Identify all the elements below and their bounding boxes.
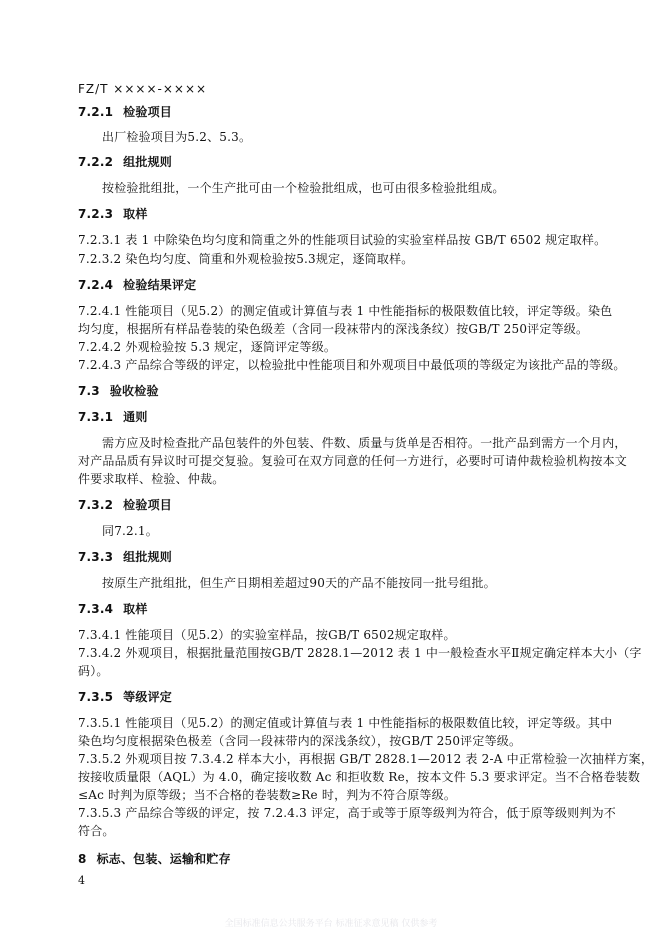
section-heading: 7.2.2 组批规则 [78, 155, 172, 169]
clause-line: 7.2.3.1 表 1 中除染色均匀度和筒重之外的性能项目试验的实验室样品按 GB/T 6502 规定取样。 [78, 233, 607, 247]
section-heading: 8 标志、包装、运输和贮存 [78, 852, 231, 866]
clause-line: 7.2.3.2 染色均匀度、筒重和外观检验按5.3规定，逐筒取样。 [78, 252, 414, 266]
paragraph: 按原生产批组批，但生产日期相差超过90天的产品不能按同一批号组批。 [102, 576, 496, 590]
clause-line: 染色均匀度根据染色极差（含同一段袜带内的深浅条纹），按GB/T 250评定等级。 [78, 734, 522, 748]
clause-line: 均匀度，根据所有样品卷装的染色级差（含同一段袜带内的深浅条纹）按GB/T 250评定等级。 [78, 322, 589, 336]
paragraph: 出厂检验项目为5.2、5.3。 [102, 130, 252, 144]
clause-line: 7.2.4.1 性能项目（见5.2）的测定值或计算值与表 1 中性能指标的极限数值比较，评定等级。染色 [78, 304, 613, 318]
clause-line: 码）。 [78, 664, 109, 678]
paragraph-line: 对产品品质有异议时可提交复验。复验可在双方同意的任何一方进行，必要时可请仲裁检验机构按本文 [78, 454, 628, 468]
standard-code-header: FZ/T ××××-×××× [78, 82, 208, 96]
section-heading: 7.3.5 等级评定 [78, 690, 172, 704]
clause-line: 7.3.4.2 外观项目，根据批量范围按GB/T 2828.1—2012 表 1 中一般检查水平Ⅱ规定确定样本大小（字 [78, 646, 642, 660]
paragraph-line: 需方应及时检查批产品包装件的外包装、件数、质量与货单是否相符。一批产品到需方一个月内， [102, 436, 627, 450]
section-heading: 7.2.4 检验结果评定 [78, 278, 197, 292]
section-heading: 7.3.2 检验项目 [78, 498, 172, 512]
clause-line: 符合。 [78, 824, 115, 838]
clause-line: 7.3.5.2 外观项目按 7.3.4.2 样本大小，再根据 GB/T 2828.1—2012 表 2-A 中正常检验一次抽样方案， [78, 752, 654, 766]
paragraph: 按检验批组批，一个生产批可由一个检验批组成，也可由很多检验批组成。 [102, 181, 505, 195]
paragraph: 同7.2.1。 [102, 524, 158, 538]
clause-line: ≤Ac 时判为原等级；当不合格的卷装数≥Re 时，判为不符合原等级。 [78, 788, 457, 802]
clause-line: 7.3.5.3 产品综合等级的评定，按 7.2.4.3 评定，高于或等于原等级判为符合，低于原等级则判为不 [78, 806, 617, 820]
section-heading: 7.3.3 组批规则 [78, 550, 172, 564]
page-number: 4 [78, 874, 85, 887]
watermark-footer: 全国标准信息公共服务平台 标准征求意见稿 仅供参考 [224, 919, 438, 929]
paragraph-line: 件要求取样、检验、仲裁。 [78, 472, 225, 486]
section-heading: 7.3.4 取样 [78, 602, 148, 616]
clause-line: 7.2.4.3 产品综合等级的评定，以检验批中性能项目和外观项目中最低项的等级定为该批产品的等级。 [78, 358, 626, 372]
section-heading: 7.2.1 检验项目 [78, 105, 172, 119]
section-heading: 7.2.3 取样 [78, 207, 148, 221]
clause-line: 7.2.4.2 外观检验按 5.3 规定，逐筒评定等级。 [78, 340, 337, 354]
clause-line: 按接收质量限（AQL）为 4.0，确定接收数 Ac 和拒收数 Re，按本文件 5.3 要求评定。当不合格卷装数 [78, 770, 641, 784]
clause-line: 7.3.5.1 性能项目（见5.2）的测定值或计算值与表 1 中性能指标的极限数值比较，评定等级。其中 [78, 716, 613, 730]
section-heading: 7.3.1 通则 [78, 410, 148, 424]
section-heading: 7.3 验收检验 [78, 384, 159, 398]
clause-line: 7.3.4.1 性能项目（见5.2）的实验室样品，按GB/T 6502规定取样。 [78, 628, 456, 642]
